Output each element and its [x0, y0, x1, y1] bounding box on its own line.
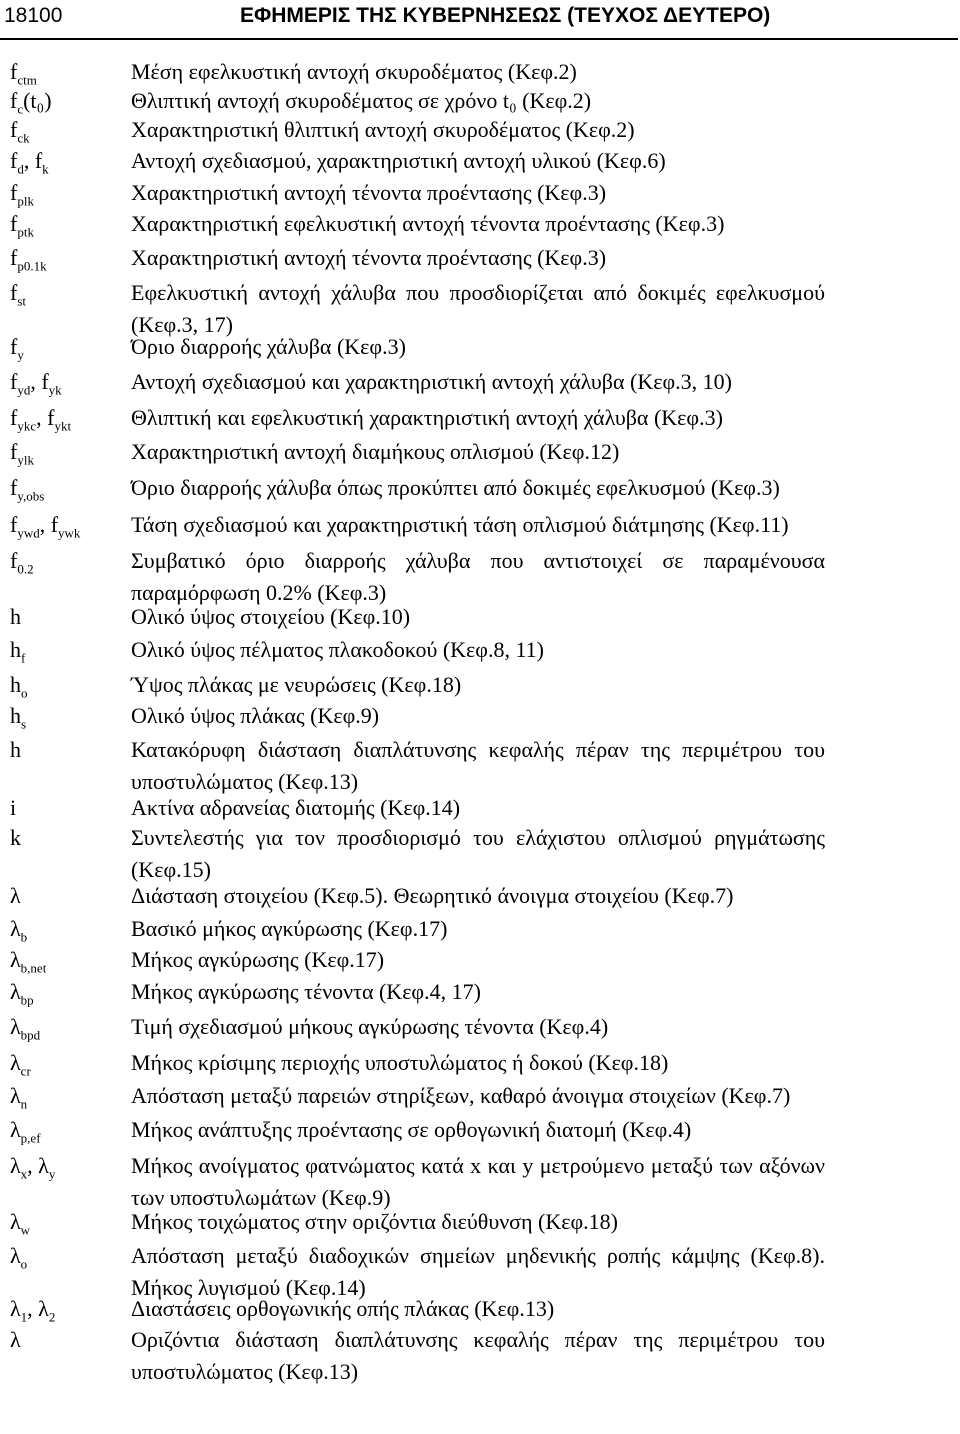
symbol: [10, 242, 47, 282]
symbol-description: Οριζόντια διάσταση διαπλάτυνσης κεφαλής πέραν της περιμέτρου του υποστυλώματος (Κεφ.13): [131, 1327, 825, 1384]
header-rule: [0, 38, 958, 40]
symbol-entry: [0, 1206, 960, 1238]
symbol-entry: [0, 208, 960, 240]
symbol-subscript: ctm: [17, 72, 37, 88]
symbol-entry: [0, 331, 960, 363]
page-header: [0, 0, 960, 44]
symbol-base: h: [10, 703, 21, 728]
symbol-base: f: [10, 88, 18, 113]
symbol-base: λ: [10, 916, 21, 941]
symbol-base: f: [10, 180, 18, 205]
symbol-entry: [0, 177, 960, 209]
symbol-subscript: y,obs: [17, 488, 45, 504]
symbol: [10, 1240, 27, 1280]
symbol-entry: [0, 792, 960, 824]
symbol-base: λ: [10, 979, 21, 1004]
symbol-subscript: d: [17, 161, 24, 177]
symbol-description: Μέση εφελκυστική αντοχή σκυροδέματος (Κεφ.2): [131, 59, 577, 84]
symbol-description: Όριο διαρροής χάλυβα όπως προκύπτει από δοκιμές εφελκυσμού (Κεφ.3): [131, 475, 780, 500]
symbol-description: Κατακόρυφη διάσταση διαπλάτυνσης κεφαλής πέραν της περιμέτρου του υποστυλώματος (Κεφ.13): [131, 737, 825, 794]
symbol-base: λ: [10, 1083, 21, 1108]
symbol-subscript: n: [20, 1096, 28, 1112]
symbol-rest: , $\lambda_y$: [27, 1153, 56, 1182]
symbol: [10, 436, 34, 476]
symbol-entry: [0, 1080, 960, 1112]
symbol-entry: [0, 114, 960, 146]
symbol-base: h: [10, 637, 21, 662]
symbol: [10, 734, 21, 766]
symbol-description: Χαρακτηριστική αντοχή διαμήκους οπλισμού (Κεφ.12): [131, 439, 620, 464]
symbol-subscript: b: [20, 929, 28, 945]
symbol-subscript: b,net: [20, 960, 47, 976]
symbol-description: Χαρακτηριστική θλιπτική αντοχή σκυροδέματος (Κεφ.2): [131, 117, 635, 142]
symbol-entry: [0, 1324, 960, 1387]
symbol-entry: [0, 1293, 960, 1325]
symbol-subscript: yd: [17, 382, 31, 398]
symbol-subscript: p,ef: [20, 1130, 41, 1146]
symbol-subscript: ywd: [17, 525, 40, 541]
symbol-subscript: 0.2: [17, 561, 34, 577]
symbol: [10, 1114, 41, 1154]
symbol-entry: [0, 700, 960, 732]
symbol-base: f: [10, 369, 18, 394]
symbol-base: λ: [10, 883, 21, 908]
symbol-base: λ: [10, 1050, 21, 1075]
symbol-base: i: [10, 795, 17, 820]
symbol-entry: [0, 880, 960, 912]
symbol-description: Θλιπτική και εφελκυστική χαρακτηριστική αντοχή χάλυβα (Κεφ.3): [131, 405, 723, 430]
symbol: [10, 472, 44, 512]
symbol-subscript: s: [21, 716, 27, 732]
symbol-subscript: c: [17, 101, 24, 117]
symbol-entry: [0, 1011, 960, 1043]
symbol-rest: , $f_{ykt}$: [36, 405, 72, 434]
symbol-entry: [0, 944, 960, 976]
symbol-description: Αντοχή σχεδιασμού και χαρακτηριστική αντοχή χάλυβα (Κεφ.3, 10): [131, 369, 732, 394]
symbol-base: h: [10, 604, 21, 629]
symbol-base: f: [10, 512, 18, 537]
symbol-base: λ: [10, 1153, 21, 1178]
symbol-base: f: [10, 405, 18, 430]
symbol-subscript: ptk: [17, 224, 34, 240]
symbol-base: f: [10, 439, 18, 464]
symbol-base: h: [10, 737, 21, 762]
symbol-base: k: [10, 825, 21, 850]
symbol: [10, 366, 62, 406]
symbol-base: f: [10, 334, 18, 359]
symbol: [10, 976, 34, 1016]
symbol-description: Μήκος κρίσιμης περιοχής υποστυλώματος ή δοκού (Κεφ.18): [131, 1050, 669, 1075]
symbol-subscript: w: [20, 1222, 31, 1238]
symbol-entry: [0, 509, 960, 541]
symbol: [10, 509, 80, 549]
symbol-entry: [0, 634, 960, 666]
symbol-description: Μήκος αγκύρωσης (Κεφ.17): [131, 947, 385, 972]
symbol-rest: , $f_{ywk}$: [39, 512, 81, 541]
symbol-base: h: [10, 672, 21, 697]
symbol-description: Συντελεστής για τον προσδιορισμό του ελάχιστου οπλισμού ρηγμάτωσης (Κεφ.15): [131, 825, 825, 882]
symbol-subscript: bp: [20, 992, 34, 1008]
page-number: 18100: [4, 4, 63, 27]
symbol-base: λ: [10, 1327, 21, 1352]
symbol: [10, 277, 26, 317]
symbol-base: f: [10, 245, 18, 270]
symbol-description: Αντοχή σχεδιασμού, χαρακτηριστική αντοχή υλικού (Κεφ.6): [131, 148, 666, 173]
symbol-description: Απόσταση μεταξύ παρειών στηρίξεων, καθαρό άνοιγμα στοιχείων (Κεφ.7): [131, 1083, 791, 1108]
symbol: [10, 601, 21, 633]
symbol-description: Μήκος τοιχώματος στην οριζόντια διεύθυνση (Κεφ.18): [131, 1209, 619, 1234]
symbol-description: Μήκος ανάπτυξης προέντασης σε ορθογωνική διατομή (Κεφ.4): [131, 1117, 692, 1142]
symbol: [10, 792, 16, 824]
symbol-description: Μήκος αγκύρωσης τένοντα (Κεφ.4, 17): [131, 979, 481, 1004]
symbol-subscript: ykc: [17, 418, 37, 434]
symbol-entry: [0, 734, 960, 797]
symbol-base: f: [10, 280, 18, 305]
symbol-description: Μήκος ανοίγματος φατνώματος κατά x και y μετρούμενο μεταξύ των αξόνων των υποστυλωμάτων (Κεφ.9): [131, 1153, 825, 1210]
symbol-description: Χαρακτηριστική εφελκυστική αντοχή τένοντα προέντασης (Κεφ.3): [131, 211, 725, 236]
symbol-entry: [0, 1150, 960, 1213]
symbol-subscript: ylk: [17, 452, 34, 468]
symbol-base: λ: [10, 1209, 21, 1234]
gazette-title: ΕΦΗΜΕΡΙΣ ΤΗΣ ΚΥΒΕΡΝΗΣΕΩΣ (ΤΕΥΧΟΣ ΔΕΥΤΕΡΟ): [240, 4, 771, 27]
symbol-description: Διαστάσεις ορθογωνικής οπής πλάκας (Κεφ.13): [131, 1296, 555, 1321]
symbol: [10, 822, 21, 854]
symbol-base: f: [10, 211, 18, 236]
symbol-description: Ύψος πλάκας με νευρώσεις (Κεφ.18): [131, 672, 462, 697]
symbol-description: Χαρακτηριστική αντοχή τένοντα προέντασης (Κεφ.3): [131, 245, 607, 270]
symbol-subscript: 1: [20, 1309, 28, 1325]
symbol-entry: [0, 56, 960, 88]
symbol-entry: [0, 85, 960, 117]
symbol: [10, 1150, 55, 1190]
symbol-subscript: cr: [20, 1063, 31, 1079]
symbol-base: λ: [10, 947, 21, 972]
symbol-entry: [0, 913, 960, 945]
symbol-entry: [0, 145, 960, 177]
symbol-entry: [0, 822, 960, 885]
symbol-description: Διάσταση στοιχείου (Κεφ.5). Θεωρητικό άνοιγμα στοιχείου (Κεφ.7): [131, 883, 734, 908]
symbol-entry: [0, 1114, 960, 1146]
symbol-base: f: [10, 475, 18, 500]
symbol-entry: [0, 976, 960, 1008]
symbol-base: f: [10, 59, 18, 84]
symbol-entry: [0, 402, 960, 434]
symbol-description: Χαρακτηριστική αντοχή τένοντα προέντασης (Κεφ.3): [131, 180, 607, 205]
symbol-description: Ολικό ύψος πέλματος πλακοδοκού (Κεφ.8, 11): [131, 637, 544, 662]
symbol-subscript: p0.1k: [17, 258, 47, 274]
symbol-base: f: [10, 148, 18, 173]
symbol-entry: [0, 601, 960, 633]
symbol-entry: [0, 1047, 960, 1079]
symbol-description: Θλιπτική αντοχή σκυροδέματος σε χρόνο t₀ (Κεφ.2): [131, 88, 592, 113]
symbol-description: Τάση σχεδιασμού και χαρακτηριστική τάση οπλισμού διάτμησης (Κεφ.11): [131, 512, 789, 537]
symbol-rest: , $f_k$: [23, 148, 49, 177]
symbol-description: Απόσταση μεταξύ διαδοχικών σημείων μηδενικής ροπής κάμψης (Κεφ.8). Μήκος λυγισμού (Κεφ.14): [131, 1243, 825, 1300]
symbol-description: Όριο διαρροής χάλυβα (Κεφ.3): [131, 334, 406, 359]
symbol-description: Ακτίνα αδρανείας διατομής (Κεφ.14): [131, 795, 461, 820]
symbol: [10, 880, 21, 912]
symbol-base: λ: [10, 1117, 21, 1142]
symbol-subscript: o: [20, 1256, 28, 1272]
symbol: [10, 545, 34, 585]
symbol: [10, 1324, 21, 1356]
symbol-rest: (t₀): [23, 88, 52, 113]
symbol-rest: , $f_{yk}$: [30, 369, 62, 398]
symbol-subscript: st: [17, 293, 26, 309]
symbol: [10, 634, 25, 674]
symbol-base: f: [10, 117, 18, 142]
symbol-description: Ολικό ύψος πλάκας (Κεφ.9): [131, 703, 380, 728]
symbol-entry: [0, 545, 960, 608]
symbol-subscript: bpd: [20, 1027, 41, 1043]
symbol-description: Συμβατικό όριο διαρροής χάλυβα που αντιστοιχεί σε παραμένουσα παραμόρφωση 0.2% (Κεφ.3): [131, 548, 825, 605]
symbol-entry: [0, 366, 960, 398]
symbol-rest: , $\lambda_2$: [27, 1296, 56, 1325]
symbol-description: Ολικό ύψος στοιχείου (Κεφ.10): [131, 604, 411, 629]
symbol-subscript: plk: [17, 193, 34, 209]
symbol-entry: [0, 436, 960, 468]
symbol-subscript: o: [21, 685, 28, 701]
symbol-base: f: [10, 548, 18, 573]
symbol-entry: [0, 472, 960, 504]
symbol-base: λ: [10, 1296, 21, 1321]
symbol-base: λ: [10, 1243, 21, 1268]
symbol-subscript: f: [21, 650, 26, 666]
symbol: [10, 331, 24, 371]
symbol-description: Τιμή σχεδιασμού μήκους αγκύρωσης τένοντα (Κεφ.4): [131, 1014, 609, 1039]
symbol-description: Εφελκυστική αντοχή χάλυβα που προσδιορίζεται από δοκιμές εφελκυσμού (Κεφ.3, 17): [131, 280, 825, 337]
symbol-subscript: y: [17, 347, 24, 363]
symbol-subscript: ck: [17, 130, 30, 146]
symbol: [10, 1011, 40, 1051]
symbol-entry: [0, 669, 960, 701]
symbol-description: Βασικό μήκος αγκύρωσης (Κεφ.17): [131, 916, 448, 941]
symbol-subscript: x: [20, 1166, 28, 1182]
symbol-entry: [0, 242, 960, 274]
symbol-base: λ: [10, 1014, 21, 1039]
